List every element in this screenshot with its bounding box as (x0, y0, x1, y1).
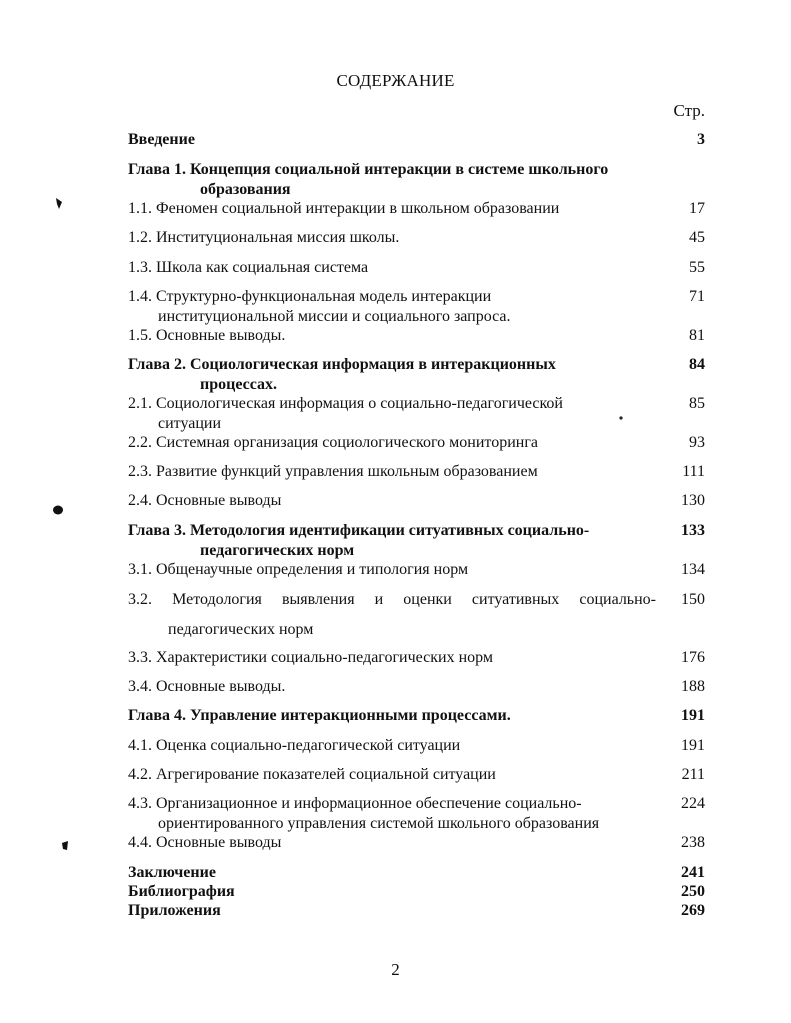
toc-entry-text: Глава 4. Управление интеракционными процессами. (128, 707, 511, 724)
toc-entry-page: 238 (681, 834, 705, 851)
toc-entry-page: 176 (681, 649, 705, 666)
toc-entry-appendices (128, 901, 705, 921)
toc-entry-3-3 (128, 648, 705, 668)
toc-entry-3-1 (128, 560, 705, 580)
toc-entry-text: Заключение (128, 864, 216, 881)
toc-entry-text: 3.2. Методология выявления и оценки ситуативных социально- (128, 591, 656, 608)
toc-entry-page: 81 (689, 327, 705, 344)
toc-entry-text: Приложения (128, 902, 221, 919)
toc-entry-2-4 (128, 491, 705, 511)
toc-entry-text: 1.1. Феномен социальной интеракции в школьном образовании (128, 200, 560, 217)
toc-entry-text: Глава 3. Методология идентификации ситуативных социально- (128, 522, 590, 539)
scan-speck (54, 196, 64, 210)
toc-entry-text: 3.1. Общенаучные определения и типология норм (128, 561, 469, 578)
toc-entry-text-cont: процессах. (200, 376, 278, 393)
toc-entry-page: 84 (689, 356, 705, 373)
toc-entry-intro (128, 130, 705, 150)
toc-entry-page: 224 (681, 795, 705, 812)
toc-entry-text-cont: педагогических норм (168, 621, 314, 638)
toc-entry-bibliography (128, 882, 705, 902)
toc-entry-4-3 (128, 794, 705, 834)
toc-entry-text: 2.4. Основные выводы (128, 492, 282, 509)
toc-entry-text: 2.2. Системная организация социологического мониторинга (128, 434, 538, 451)
toc-entry-page: 3 (697, 131, 705, 148)
toc-entry-page: 211 (681, 766, 705, 783)
toc-chapter-3 (128, 521, 705, 561)
toc-entry-page: 93 (689, 434, 705, 451)
page-title: СОДЕРЖАНИЕ (336, 71, 455, 90)
toc-entry-page: 250 (681, 883, 705, 900)
toc-entry-4-1 (128, 736, 705, 756)
toc-entry-page: 150 (681, 591, 705, 608)
toc-entry-4-4 (128, 833, 705, 853)
toc-chapter-1 (128, 160, 705, 200)
toc-entry-page: 134 (681, 561, 705, 578)
scan-speck (60, 840, 70, 852)
toc-entry-text: Библиография (128, 883, 235, 900)
toc-entry-text: 3.4. Основные выводы. (128, 678, 286, 695)
toc-entry-page: 191 (681, 737, 705, 754)
toc-entry-page: 130 (681, 492, 705, 509)
toc-entry-text-cont: образования (200, 181, 291, 198)
toc-entry-1-1 (128, 199, 705, 219)
toc-chapter-2 (128, 355, 705, 395)
toc-entry-page: 133 (681, 522, 705, 539)
toc-entry-text: 1.2. Институциональная миссия школы. (128, 229, 400, 246)
toc-entry-page: 85 (689, 395, 705, 412)
page-column-header: Стр. (673, 101, 705, 120)
toc-entry-page: 111 (682, 463, 705, 480)
toc-entry-page: 241 (681, 864, 705, 881)
toc-entry-page: 269 (681, 902, 705, 919)
toc-entry-text: 1.4. Структурно-функциональная модель интеракции (128, 288, 492, 305)
toc-entry-text-cont: институциональной миссии и социального запроса. (158, 308, 511, 325)
toc-entry-page: 191 (681, 707, 705, 724)
toc-entry-text: 4.4. Основные выводы (128, 834, 282, 851)
toc-entry-1-5 (128, 326, 705, 346)
toc-entry-conclusion (128, 863, 705, 883)
toc-entry-3-2 (128, 590, 705, 640)
toc-entry-page: 17 (689, 200, 705, 217)
toc-entry-page: 55 (689, 259, 705, 276)
toc-entry-1-3 (128, 258, 705, 278)
scan-speck (52, 504, 64, 516)
toc-entry-3-4 (128, 677, 705, 697)
toc-entry-page: 45 (689, 229, 705, 246)
toc-entry-text: Глава 1. Концепция социальной интеракции в системе школьного (128, 161, 609, 178)
toc-entry-text: Глава 2. Социологическая информация в интеракционных (128, 356, 556, 373)
toc-entry-text: 1.5. Основные выводы. (128, 327, 286, 344)
toc-entry-text: 4.1. Оценка социально-педагогической ситуации (128, 737, 461, 754)
toc-entry-text-cont: ориентированного управления системой школьного образования (158, 815, 600, 832)
scan-speck (618, 415, 624, 421)
toc-chapter-4 (128, 706, 705, 726)
toc-entry-text: 1.3. Школа как социальная система (128, 259, 369, 276)
toc-entry-text: Введение (128, 131, 195, 148)
toc-entry-text: 4.2. Агрегирование показателей социальной ситуации (128, 766, 496, 783)
toc-entry-text-cont: ситуации (158, 415, 222, 432)
toc-entry-4-2 (128, 765, 705, 785)
toc-entry-2-1 (128, 394, 705, 434)
toc-entry-text-cont: педагогических норм (200, 542, 355, 559)
toc-entry-page: 188 (681, 678, 705, 695)
toc-entry-2-3 (128, 462, 705, 482)
toc-entry-text: 2.3. Развитие функций управления школьным образованием (128, 463, 538, 480)
toc-entry-text: 2.1. Социологическая информация о социально-педагогической (128, 395, 563, 412)
toc-entry-text: 3.3. Характеристики социально-педагогических норм (128, 649, 494, 666)
toc-entry-2-2 (128, 433, 705, 453)
toc-entry-1-4 (128, 287, 705, 327)
toc-entry-page: 71 (689, 288, 705, 305)
toc-entry-1-2 (128, 228, 705, 248)
toc-entry-text: 4.3. Организационное и информационное обеспечение социально- (128, 795, 582, 812)
page-number: 2 (391, 960, 400, 979)
